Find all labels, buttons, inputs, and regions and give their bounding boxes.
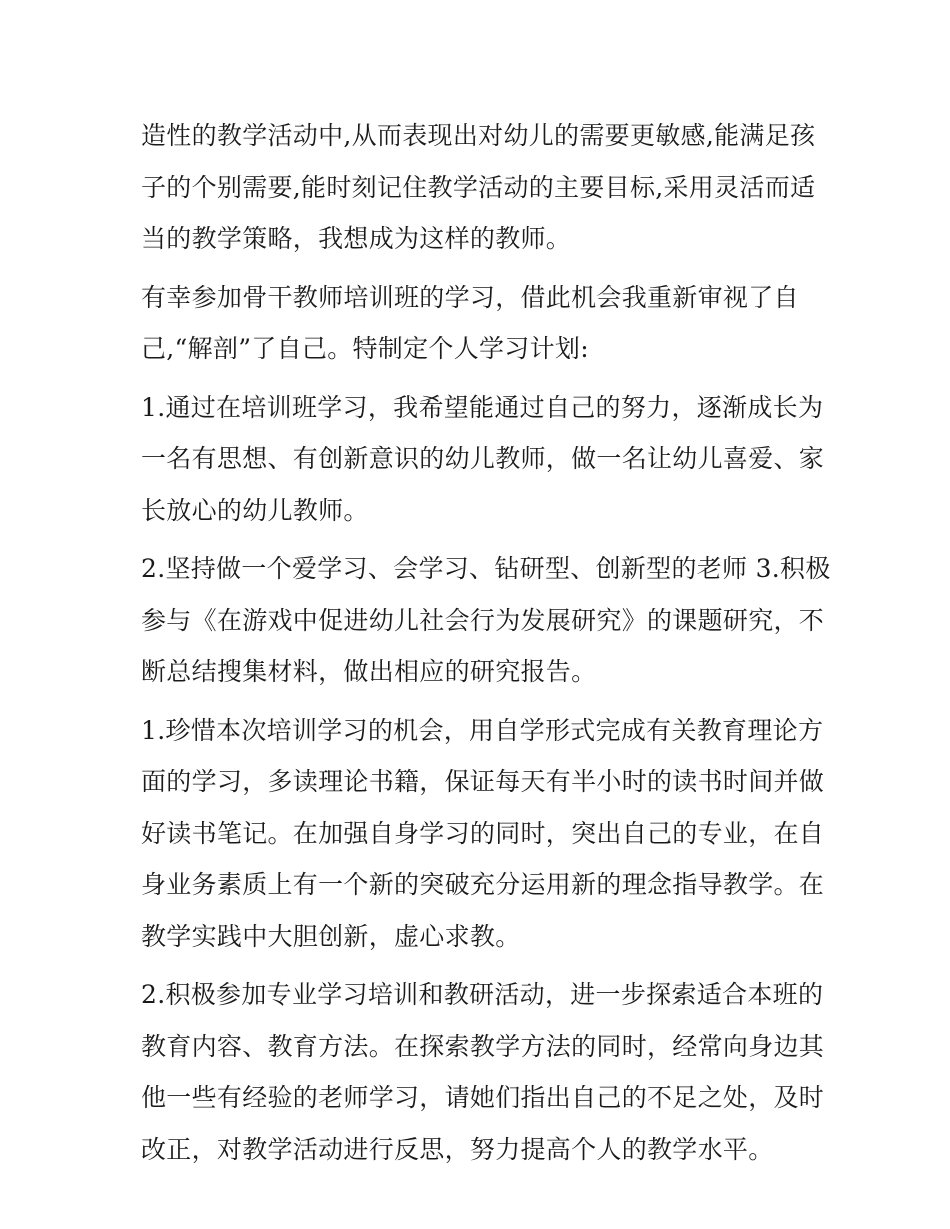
text-line: 有幸参加骨干教师培训班的学习，借此机会我重新审视了自	[141, 282, 799, 312]
text-line: 改正，对教学活动进行反思，努力提高个人的教学水平。	[141, 1134, 774, 1164]
text-line: 一名有思想、有创新意识的幼儿教师，做一名让幼儿喜爱、家	[141, 444, 825, 473]
text-line: 教育内容、教育方法。在探索教学方法的同时，经常向身边其	[141, 1031, 825, 1061]
text-line: 面的学习，多读理论书籍，保证每天有半小时的读书时间并做	[141, 767, 825, 796]
paragraph-plan-item-2	[141, 543, 831, 698]
text-line: 2.坚持做一个爱学习、会学习、钻研型、创新型的老师 3.积极	[141, 554, 831, 583]
text-line: 教学实践中大胆创新，虚心求教。	[141, 921, 521, 951]
paragraph-training-intro	[141, 272, 821, 375]
text-line: 长放心的幼儿教师。	[141, 495, 369, 525]
text-line: 造性的教学活动中,从而表现出对幼儿的需要更敏感,能满足孩	[141, 121, 816, 150]
text-line: 好读书笔记。在加强自身学习的同时，突出自己的专业，在自	[141, 818, 825, 848]
text-line: 子的个别需要,能时刻记住教学活动的主要目标,采用灵活而适	[141, 172, 816, 202]
paragraph-plan-item-1	[141, 382, 825, 537]
text-line: 当的教学策略，我想成为这样的教师。	[141, 224, 572, 253]
text-line: 参与《在游戏中促进幼儿社会行为发展研究》的课题研究，不	[141, 605, 825, 635]
text-line: 他一些有经验的老师学习，请她们指出自己的不足之处，及时	[141, 1083, 825, 1112]
paragraph-measure-2	[141, 969, 825, 1175]
document-body	[141, 110, 831, 1182]
text-line: 身业务素质上有一个新的突破充分运用新的理念指导教学。在	[141, 870, 825, 899]
text-line: 1.通过在培训班学习，我希望能通过自己的努力，逐渐成长为	[141, 392, 824, 422]
text-line: 断总结搜集材料，做出相应的研究报告。	[141, 657, 597, 686]
text-line: 1.珍惜本次培训学习的机会，用自学形式完成有关教育理论方	[141, 715, 824, 745]
paragraph-teaching-activities	[141, 110, 821, 265]
text-line: 己,“解剖”了自己。特制定个人学习计划:	[141, 334, 589, 363]
text-line: 2.积极参加专业学习培训和教研活动，进一步探索适合本班的	[141, 980, 824, 1009]
paragraph-measure-1	[141, 705, 825, 963]
